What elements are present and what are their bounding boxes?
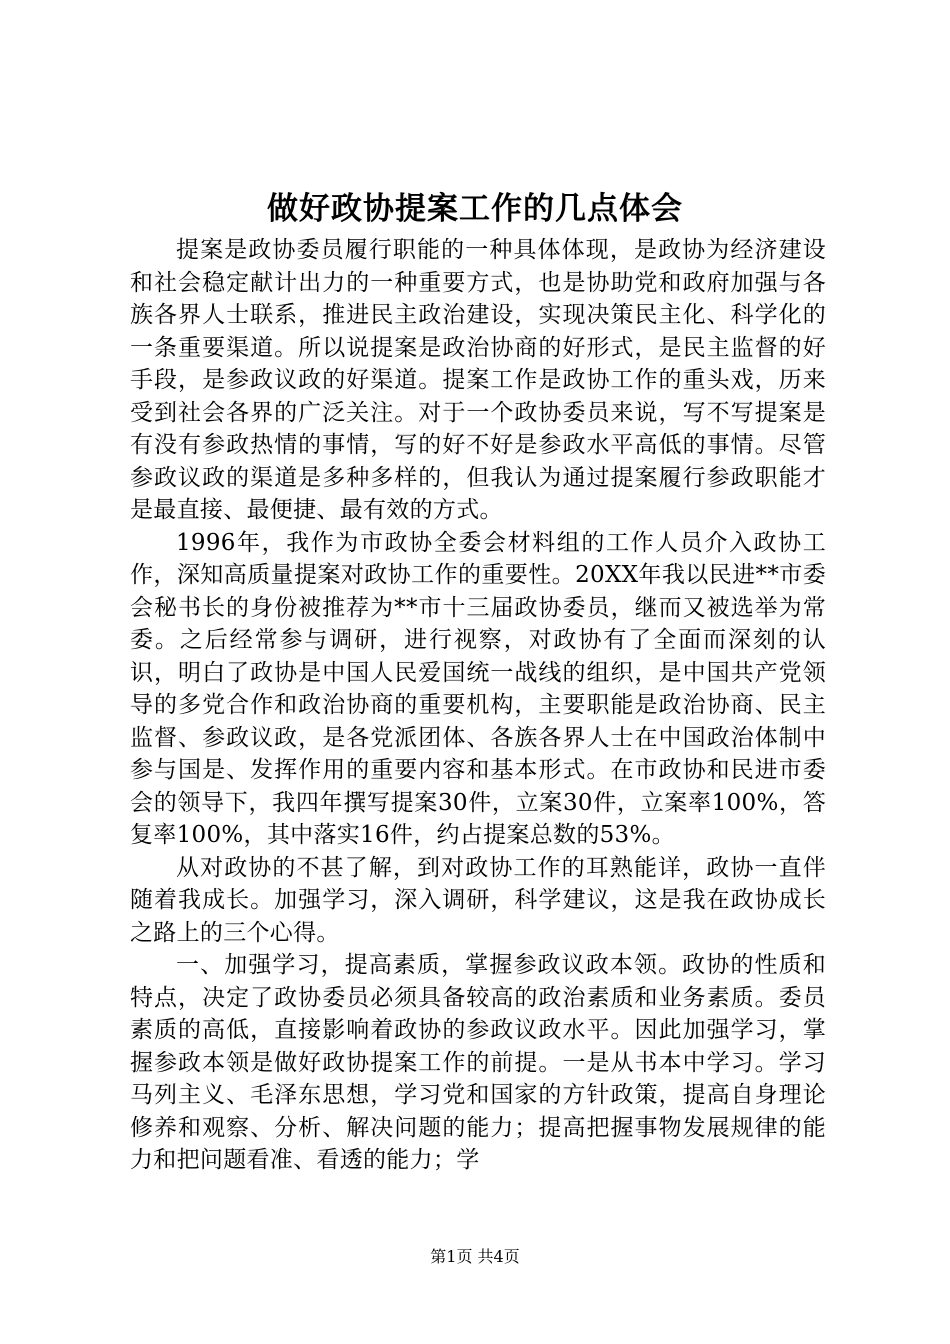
document-title: 做好政协提案工作的几点体会 [267, 191, 683, 227]
paragraph-2: 1996年，我作为市政协全委会材料组的工作人员介入政协工作，深知高质量提案对政协工作的重要性。20XX年我以民进**市委会秘书长的身份被推荐为**市十三届政协委员，继而又被选举为常委。之后经常参与调研，进行视察，对政协有了全面而深刻的认识，明白了政协是中国人民爱国统一战线的组织，是中国共产党领导的多党合作和政治协商的重要机构，主要职能是政治协商、民主监督、参政议政，是各党派团体、各族各界人士在中国政治体制中参与国是、发挥作用的重要内容和基本形式。在市政协和民进市委会的领导下，我四年撰写提案30件，立案30件，立案率100%，答复率100%，其中落实16件，约占提案总数的53%。 [130, 529, 826, 848]
document-body [130, 234, 826, 1177]
paragraph-1: 提案是政协委员履行职能的一种具体体现，是政协为经济建设和社会稳定献计出力的一种重要方式，也是协助党和政府加强与各族各界人士联系，推进民主政治建设，实现决策民主化、科学化的一条重要渠道。所以说提案是政治协商的好形式，是民主监督的好手段，是参政议政的好渠道。提案工作是政协工作的重头戏，历来受到社会各界的广泛关注。对于一个政协委员来说，写不写提案是有没有参政热情的事情，写的好不好是参政水平高低的事情。尽管参政议政的渠道是多种多样的，但我认为通过提案履行参政职能才是最直接、最便捷、最有效的方式。 [130, 237, 826, 523]
paragraph-3: 从对政协的不甚了解，到对政协工作的耳熟能详，政协一直伴随着我成长。加强学习，深入调研，科学建议，这是我在政协成长之路上的三个心得。 [130, 854, 826, 946]
paragraph-4: 一、加强学习，提高素质，掌握参政议政本领。政协的性质和特点，决定了政协委员必须具备较高的政治素质和业务素质。委员素质的高低，直接影响着政协的参政议政水平。因此加强学习，掌握参政本领是做好政协提案工作的前提。一是从书本中学习。学习马列主义、毛泽东思想，学习党和国家的方针政策，提高自身理论修养和观察、分析、解决问题的能力；提高把握事物发展规律的能力和把问题看准、看透的能力；学 [130, 952, 826, 1173]
page-footer: 第1页 共4页 [430, 1247, 520, 1266]
